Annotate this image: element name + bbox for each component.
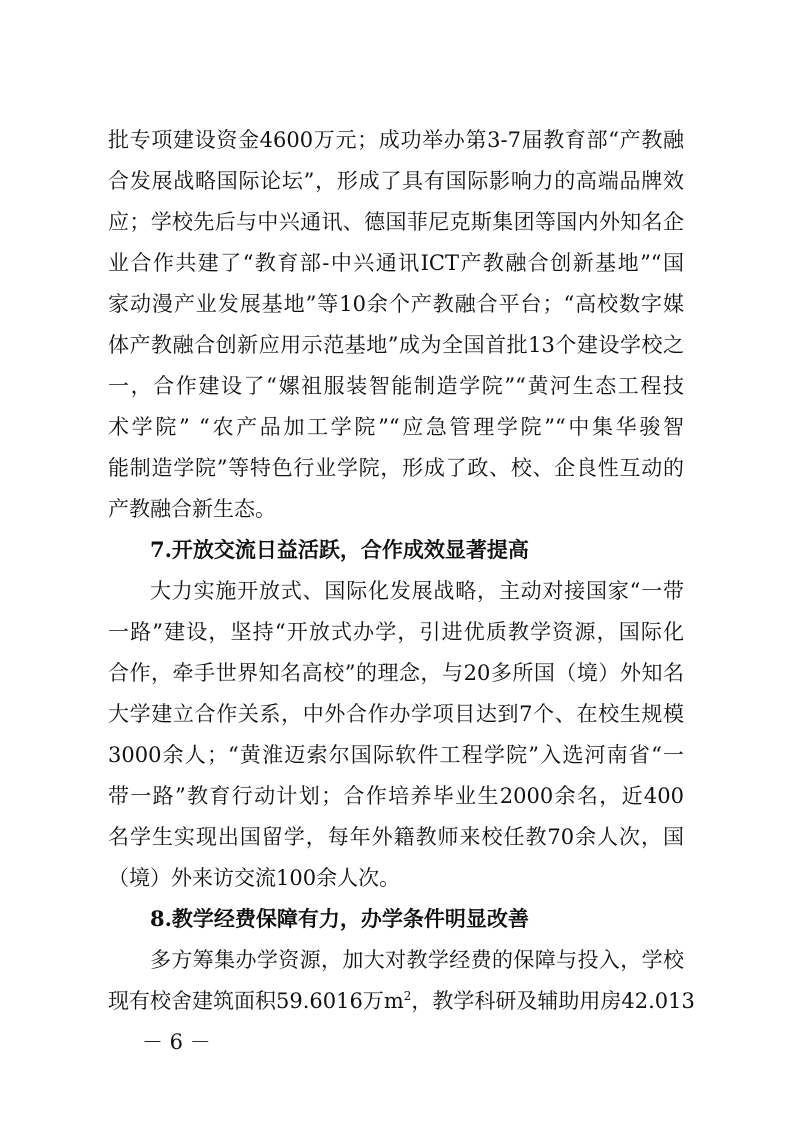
text-line: 家动漫产业发展基地”等10余个产教融合平台；“高校数字媒 (108, 292, 684, 316)
text-line: 业合作共建了“教育部-中兴通讯ICT产教融合创新基地”“国 (108, 251, 684, 275)
text-line: （境）外来访交流100余人次。 (108, 866, 401, 890)
text-line: 合发展战略国际论坛”，形成了具有国际影响力的高端品牌效 (108, 169, 684, 193)
text-line: 体产教融合创新应用示范基地”成为全国首批13个建设学校之 (108, 333, 684, 357)
text-line: 大力实施开放式、国际化发展战略，主动对接国家“一带 (150, 579, 684, 603)
text-line: 合作，牵手世界知名高校”的理念，与20多所国（境）外知名 (108, 661, 684, 685)
text-line-with-superscript (108, 989, 695, 1013)
text-fragment: ，教学科研及辅助用房42.013 (411, 989, 695, 1013)
text-line: 术学院” “农产品加工学院”“应急管理学院”“中集华骏智 (108, 415, 684, 439)
text-line: 3000余人；“黄淮迈索尔国际软件工程学院”入选河南省“一 (108, 743, 684, 767)
text-line: 大学建立合作关系，中外合作办学项目达到7个、在校生规模 (108, 702, 684, 726)
text-line: 能制造学院”等特色行业学院，形成了政、校、企良性互动的 (108, 456, 684, 480)
text-line: 名学生实现出国留学，每年外籍教师来校任教70余人次，国 (108, 825, 684, 849)
text-line: 一，合作建设了“嫘祖服装智能制造学院”“黄河生态工程技 (108, 374, 684, 398)
text-line: 带一路”教育行动计划；合作培养毕业生2000余名，近400 (108, 784, 684, 808)
page-number: － 6 － (142, 1030, 211, 1054)
text-line: 应；学校先后与中兴通讯、德国菲尼克斯集团等国内外知名企 (108, 210, 684, 234)
text-line: 一路”建设，坚持“开放式办学，引进优质教学资源，国际化 (108, 620, 684, 644)
section-heading-7: 7.开放交流日益活跃，合作成效显著提高 (150, 537, 529, 562)
text-line: 批专项建设资金4600万元；成功举办第3-7届教育部“产教融 (108, 128, 684, 152)
text-line: 产教融合新生态。 (108, 497, 276, 521)
superscript: 2 (403, 989, 412, 1003)
section-heading-8: 8.教学经费保障有力，办学条件明显改善 (150, 906, 529, 931)
text-fragment: 现有校舍建筑面积59.6016万m (108, 989, 404, 1013)
text-line: 多方筹集办学资源，加大对教学经费的保障与投入，学校 (150, 948, 684, 972)
